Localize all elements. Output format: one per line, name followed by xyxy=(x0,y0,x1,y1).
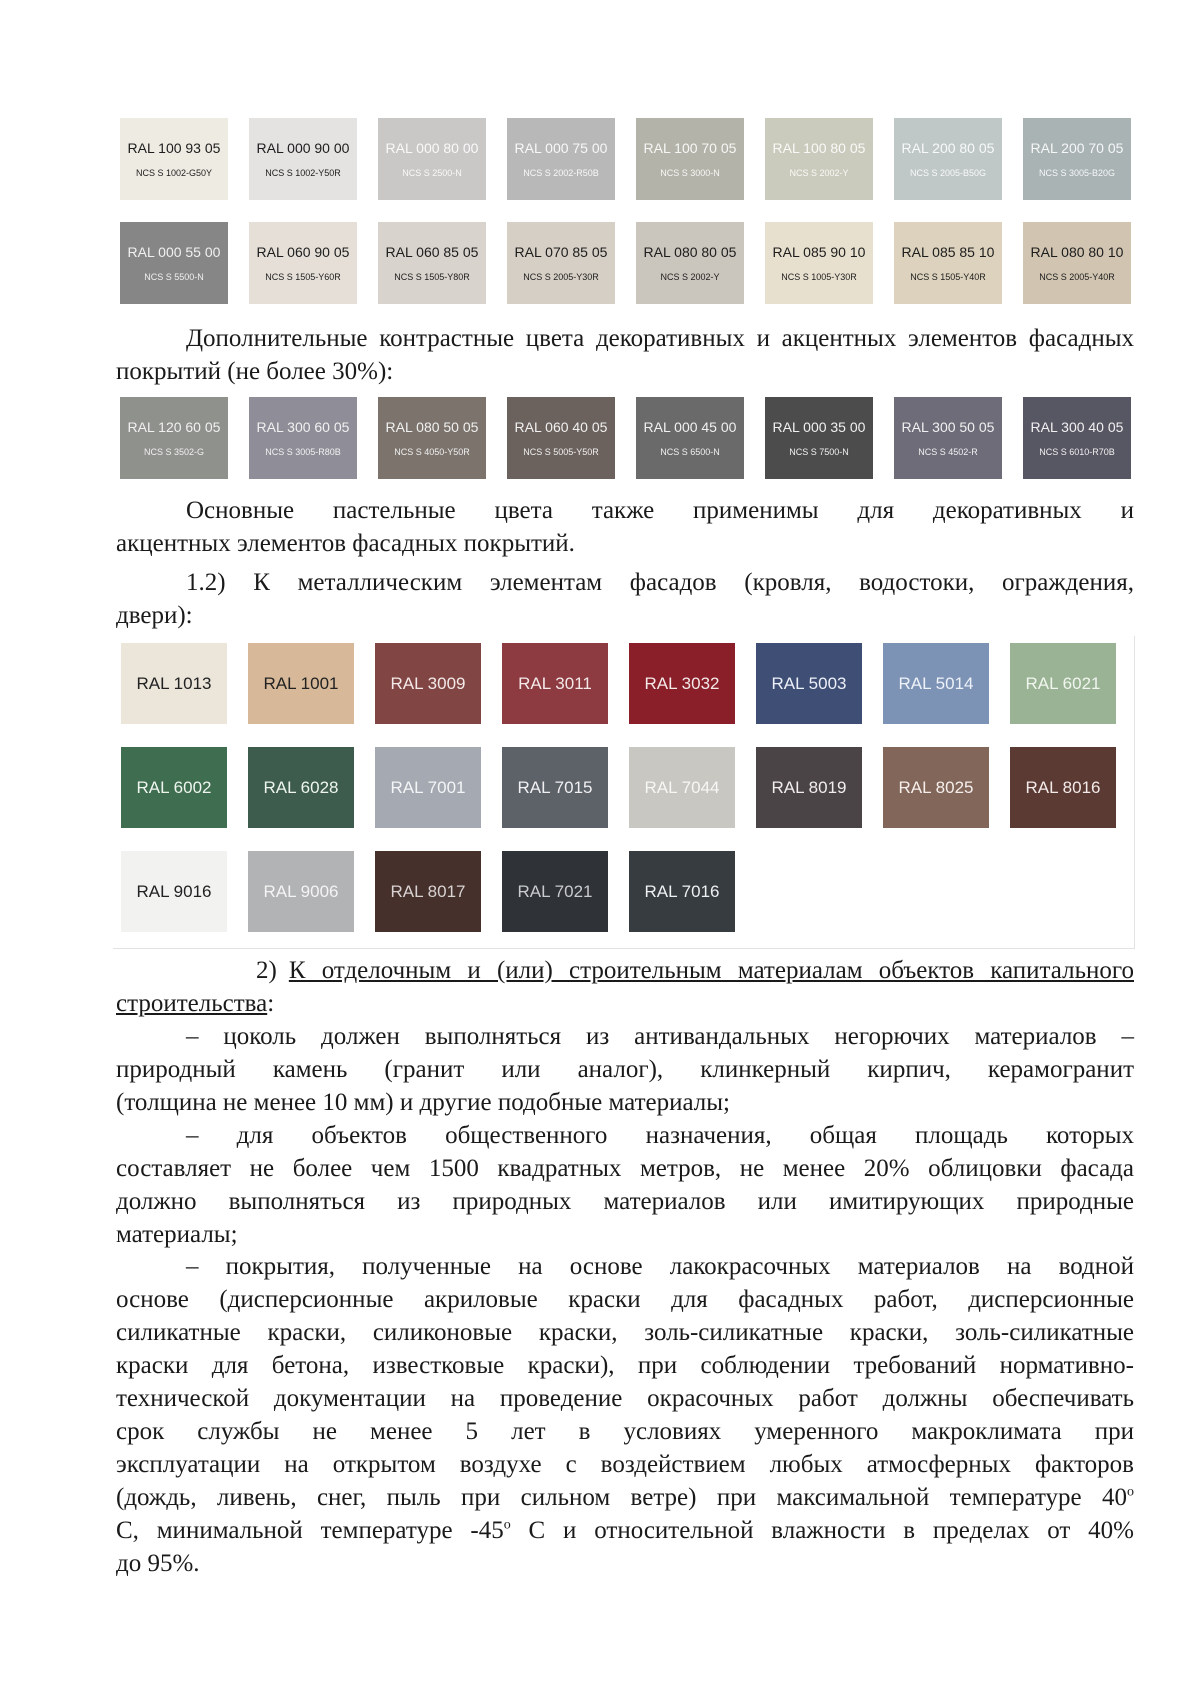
pastel-note-line-1: Основные пастельные цвета также применимы для декоративных и xyxy=(186,497,1134,524)
color-swatch xyxy=(636,222,744,304)
metal-heading-line-1: 1.2) К металлическим элементам фасадов (кровля, водостоки, ограждения, xyxy=(186,569,1134,596)
swatch-ncs-code: NCS S 1505-Y80R xyxy=(394,271,470,282)
swatch-ncs-code: NCS S 1505-Y60R xyxy=(265,271,341,282)
paragraph-line: составляет не более чем 1500 квадратных метров, не менее 20% облицовки фасада xyxy=(116,1155,1134,1182)
swatch-ral-code: RAL 300 40 05 xyxy=(1030,418,1124,435)
metal-color-swatch: RAL 6002 xyxy=(121,747,227,828)
color-swatch xyxy=(765,397,873,479)
swatch-ncs-code: NCS S 1005-Y30R xyxy=(781,271,857,282)
swatch-ncs-code: NCS S 7500-N xyxy=(789,446,849,457)
line-text: (дождь, ливень, снег, пыль при сильном ветре) при максимальной температуре 40 xyxy=(116,1484,1127,1511)
swatch-ral-code: RAL 000 80 00 xyxy=(385,139,479,156)
swatch-ral-code: RAL 300 60 05 xyxy=(256,418,350,435)
swatch-ral-code: RAL 200 80 05 xyxy=(901,139,995,156)
swatch-ral-code: RAL 100 93 05 xyxy=(127,139,221,156)
line-text: С и относительной влажности в пределах от 40% xyxy=(510,1517,1135,1544)
swatch-ral-code: RAL 000 75 00 xyxy=(514,139,608,156)
metal-color-swatch: RAL 3011 xyxy=(502,643,608,724)
paragraph-line xyxy=(116,1481,1134,1514)
metal-color-swatch: RAL 7021 xyxy=(502,851,608,932)
swatch-ncs-code: NCS S 3005-B20G xyxy=(1038,167,1116,178)
color-swatch xyxy=(894,222,1002,304)
swatch-ral-code: RAL 000 90 00 xyxy=(256,139,350,156)
swatch-ncs-code: NCS S 1002-G50Y xyxy=(135,167,213,178)
metal-color-swatch: RAL 8025 xyxy=(883,747,989,828)
metal-color-swatch: RAL 3032 xyxy=(629,643,735,724)
swatch-ncs-code: NCS S 3000-N xyxy=(660,167,720,178)
color-swatch xyxy=(636,397,744,479)
color-swatch xyxy=(378,118,486,200)
paragraph-line: – покрытия, полученные на основе лакокрасочных материалов на водной xyxy=(186,1253,1134,1280)
paragraph-line: – для объектов общественного назначения, общая площадь которых xyxy=(186,1122,1134,1149)
swatch-ncs-code: NCS S 2002-R50B xyxy=(523,167,599,178)
paragraph-line: природный камень (гранит или аналог), клинкерный кирпич, керамогранит xyxy=(116,1056,1134,1083)
swatch-ncs-code: NCS S 2002-Y xyxy=(660,271,720,282)
degree-sign: о xyxy=(503,1517,511,1533)
metal-color-swatch: RAL 7001 xyxy=(375,747,481,828)
swatch-ral-code: RAL 120 60 05 xyxy=(127,418,221,435)
paragraph-line: срок службы не менее 5 лет в условиях умеренного макроклимата при xyxy=(116,1418,1134,1445)
color-swatch xyxy=(765,118,873,200)
swatch-ncs-code: NCS S 5500-N xyxy=(144,271,204,282)
paragraph-line: – цоколь должен выполняться из антивандальных негорючих материалов – xyxy=(186,1023,1134,1050)
paragraph-last-line: (толщина не менее 10 мм) и другие подобные материалы; xyxy=(116,1089,731,1116)
color-swatch xyxy=(894,118,1002,200)
swatch-ncs-code: NCS S 3005-R80B xyxy=(265,446,341,457)
contrast-palette xyxy=(120,397,1131,479)
metal-color-swatch: RAL 5003 xyxy=(756,643,862,724)
paragraph-line: краски для бетона, известковые краски), при соблюдении требований нормативно- xyxy=(116,1352,1134,1379)
swatch-ral-code: RAL 200 70 05 xyxy=(1030,139,1124,156)
paragraph-last-line: материалы; xyxy=(116,1221,238,1248)
swatch-ral-code: RAL 070 85 05 xyxy=(514,243,608,260)
metal-color-swatch: RAL 1013 xyxy=(121,643,227,724)
metal-color-swatch: RAL 6021 xyxy=(1010,643,1116,724)
swatch-ral-code: RAL 080 80 10 xyxy=(1030,243,1124,260)
metal-color-swatch: RAL 7015 xyxy=(502,747,608,828)
metal-color-swatch: RAL 8016 xyxy=(1010,747,1116,828)
color-swatch xyxy=(378,222,486,304)
color-swatch xyxy=(507,118,615,200)
degree-sign: о xyxy=(1127,1484,1134,1500)
paragraph-line: эксплуатации на открытом воздухе с воздействием любых атмосферных факторов xyxy=(116,1451,1134,1478)
color-swatch xyxy=(120,222,228,304)
swatch-ral-code: RAL 100 70 05 xyxy=(643,139,737,156)
swatch-ncs-code: NCS S 1002-Y50R xyxy=(265,167,341,178)
paragraph-line: основе (дисперсионные акриловые краски для фасадных работ, дисперсионные xyxy=(116,1286,1134,1313)
metal-color-swatch: RAL 7016 xyxy=(629,851,735,932)
color-swatch xyxy=(507,222,615,304)
swatch-ral-code: RAL 300 50 05 xyxy=(901,418,995,435)
section-number: 2) xyxy=(256,957,277,984)
color-swatch xyxy=(378,397,486,479)
swatch-ral-code: RAL 085 90 10 xyxy=(772,243,866,260)
swatch-ncs-code: NCS S 6010-R70B xyxy=(1039,446,1115,457)
swatch-ncs-code: NCS S 2500-N xyxy=(402,167,462,178)
swatch-ncs-code: NCS S 2005-Y30R xyxy=(523,271,599,282)
metal-color-swatch: RAL 3009 xyxy=(375,643,481,724)
swatch-ncs-code: NCS S 2005-Y40R xyxy=(1039,271,1115,282)
metal-color-swatch: RAL 8017 xyxy=(375,851,481,932)
paragraph-line: должно выполняться из природных материалов или имитирующих природные xyxy=(116,1188,1134,1215)
swatch-ncs-code: NCS S 6500-N xyxy=(660,446,720,457)
contrast-colors-paragraph: Дополнительные контрастные цвета декоративных и акцентных элементов фасадных покрытий (не более 30%): xyxy=(116,325,1134,385)
color-swatch xyxy=(120,397,228,479)
swatch-ral-code: RAL 080 50 05 xyxy=(385,418,479,435)
plinth-requirement xyxy=(116,1020,1134,1119)
metal-color-swatch: RAL 5014 xyxy=(883,643,989,724)
section-title-line-1: К отделочным и (или) строительным материалам объектов капитального xyxy=(288,957,1134,984)
color-swatch xyxy=(636,118,744,200)
color-swatch xyxy=(249,397,357,479)
swatch-ral-code: RAL 000 45 00 xyxy=(643,418,737,435)
swatch-ral-code: RAL 080 80 05 xyxy=(643,243,737,260)
color-swatch xyxy=(765,222,873,304)
paragraph-line: технической документации на проведение окрасочных работ должны обеспечивать xyxy=(116,1385,1134,1412)
color-swatch xyxy=(507,397,615,479)
swatch-ral-code: RAL 100 80 05 xyxy=(772,139,866,156)
swatch-ral-code: RAL 060 85 05 xyxy=(385,243,479,260)
section-title-colon: : xyxy=(267,990,275,1017)
color-swatch xyxy=(249,118,357,200)
coatings-requirement xyxy=(116,1250,1134,1580)
metal-palette xyxy=(121,643,1116,932)
swatch-ncs-code: NCS S 4050-Y50R xyxy=(394,446,470,457)
swatch-ral-code: RAL 000 35 00 xyxy=(772,418,866,435)
swatch-ncs-code: NCS S 3502-G xyxy=(143,446,205,457)
metal-color-swatch: RAL 8019 xyxy=(756,747,862,828)
paragraph-line xyxy=(116,1514,1134,1547)
metal-color-swatch: RAL 9016 xyxy=(121,851,227,932)
paragraph-line: силикатные краски, силиконовые краски, золь-силикатные краски, золь-силикатные xyxy=(116,1319,1134,1346)
swatch-ral-code: RAL 085 85 10 xyxy=(901,243,995,260)
swatch-ncs-code: NCS S 2005-B50G xyxy=(909,167,987,178)
section-2-heading xyxy=(116,954,1134,1020)
swatch-ncs-code: NCS S 4502-R xyxy=(918,446,978,457)
color-swatch xyxy=(894,397,1002,479)
swatch-ral-code: RAL 000 55 00 xyxy=(127,243,221,260)
metal-color-swatch: RAL 6028 xyxy=(248,747,354,828)
color-swatch xyxy=(120,118,228,200)
metal-color-swatch: RAL 9006 xyxy=(248,851,354,932)
paragraph-last-line: до 95%. xyxy=(116,1550,200,1577)
swatch-ncs-code: NCS S 1505-Y40R xyxy=(910,271,986,282)
color-swatch xyxy=(1023,397,1131,479)
swatch-ral-code: RAL 060 90 05 xyxy=(256,243,350,260)
swatch-ncs-code: NCS S 2002-Y xyxy=(789,167,849,178)
metal-color-swatch: RAL 7044 xyxy=(629,747,735,828)
color-swatch xyxy=(1023,222,1131,304)
pastel-palette xyxy=(120,118,1131,304)
pastel-note-line-2: акцентных элементов фасадных покрытий. xyxy=(116,530,575,557)
metal-color-swatch: RAL 1001 xyxy=(248,643,354,724)
metal-heading-line-2: двери): xyxy=(116,602,193,629)
swatch-ral-code: RAL 060 40 05 xyxy=(514,418,608,435)
section-title-line-2: строительства xyxy=(116,990,268,1017)
line-text: С, минимальной температуре -45 xyxy=(116,1517,504,1544)
swatch-ncs-code: NCS S 5005-Y50R xyxy=(523,446,599,457)
public-building-requirement xyxy=(116,1119,1134,1251)
color-swatch xyxy=(249,222,357,304)
color-swatch xyxy=(1023,118,1131,200)
